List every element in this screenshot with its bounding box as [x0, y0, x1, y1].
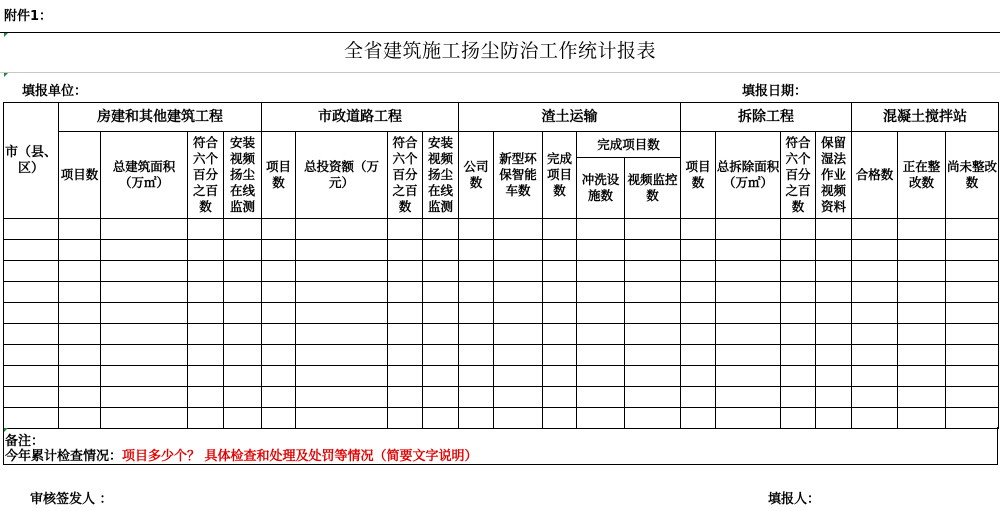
table-cell[interactable]: [625, 366, 681, 387]
table-cell[interactable]: [262, 240, 296, 261]
table-cell[interactable]: [852, 240, 898, 261]
table-cell[interactable]: [296, 303, 388, 324]
table-cell[interactable]: [625, 345, 681, 366]
table-cell[interactable]: [625, 282, 681, 303]
road-investment-header: 总投资额（万元）: [296, 132, 388, 219]
table-cell[interactable]: [59, 387, 101, 408]
table-cell[interactable]: [577, 240, 625, 261]
table-cell-city[interactable]: [4, 219, 59, 240]
table-cell[interactable]: [577, 366, 625, 387]
table-cell[interactable]: [459, 240, 494, 261]
table-cell[interactable]: [262, 303, 296, 324]
table-row: [4, 387, 999, 408]
table-cell[interactable]: [898, 261, 946, 282]
table-cell-city[interactable]: [4, 324, 59, 345]
table-cell[interactable]: [224, 324, 262, 345]
table-cell[interactable]: [494, 324, 543, 345]
table-cell[interactable]: [296, 282, 388, 303]
cell-marker-icon: [4, 73, 8, 77]
table-cell[interactable]: [681, 303, 716, 324]
table-cell[interactable]: [716, 219, 781, 240]
table-cell-city[interactable]: [4, 240, 59, 261]
table-cell[interactable]: [816, 408, 852, 429]
table-cell[interactable]: [816, 366, 852, 387]
table-cell[interactable]: [423, 387, 459, 408]
table-cell[interactable]: [816, 282, 852, 303]
table-cell[interactable]: [852, 408, 898, 429]
demolition-area-header: 总拆除面积（万㎡）: [716, 132, 781, 219]
table-row: [4, 282, 999, 303]
table-cell[interactable]: [388, 303, 423, 324]
group-header-building: 房建和其他建筑工程: [59, 103, 262, 132]
table-cell[interactable]: [101, 261, 188, 282]
table-cell[interactable]: [423, 219, 459, 240]
group-header-concrete: 混凝土搅拌站: [852, 103, 999, 132]
table-cell[interactable]: [423, 324, 459, 345]
cell-marker-icon: [4, 33, 8, 37]
table-cell[interactable]: [494, 240, 543, 261]
table-cell[interactable]: [494, 366, 543, 387]
table-cell[interactable]: [423, 345, 459, 366]
table-cell[interactable]: [101, 387, 188, 408]
table-row: [4, 324, 999, 345]
table-cell[interactable]: [459, 219, 494, 240]
table-cell[interactable]: [262, 366, 296, 387]
cell-marker-icon: [4, 428, 8, 432]
table-cell[interactable]: [423, 240, 459, 261]
title-divider: [0, 72, 1000, 73]
table-cell[interactable]: [543, 282, 577, 303]
remark-label: 备注：: [5, 434, 45, 449]
table-cell[interactable]: [224, 282, 262, 303]
table-cell[interactable]: [625, 303, 681, 324]
table-cell[interactable]: [681, 387, 716, 408]
table-cell[interactable]: [296, 408, 388, 429]
table-cell[interactable]: [781, 345, 816, 366]
table-cell[interactable]: [898, 387, 946, 408]
group-header-demolition: 拆除工程: [681, 103, 852, 132]
table-cell[interactable]: [946, 240, 999, 261]
table-cell[interactable]: [781, 219, 816, 240]
table-cell[interactable]: [494, 387, 543, 408]
table-cell[interactable]: [577, 282, 625, 303]
table-cell[interactable]: [681, 261, 716, 282]
table-cell[interactable]: [262, 282, 296, 303]
table-cell[interactable]: [101, 366, 188, 387]
table-cell[interactable]: [898, 219, 946, 240]
table-cell[interactable]: [543, 408, 577, 429]
table-cell[interactable]: [577, 303, 625, 324]
table-cell-city[interactable]: [4, 282, 59, 303]
table-cell[interactable]: [946, 408, 999, 429]
inspection-progress-instructions: 项目多少个？ 具体检查和处理及处罚等情况（简要文字说明）: [122, 449, 478, 464]
table-cell[interactable]: [101, 345, 188, 366]
table-cell[interactable]: [543, 261, 577, 282]
table-cell[interactable]: [625, 324, 681, 345]
building-area-header: 总建筑面积（万㎡）: [101, 132, 188, 219]
table-cell[interactable]: [459, 345, 494, 366]
table-cell[interactable]: [296, 219, 388, 240]
table-cell[interactable]: [781, 303, 816, 324]
muck-company-count-header: 公司数: [459, 132, 494, 219]
table-cell[interactable]: [852, 366, 898, 387]
table-cell[interactable]: [59, 408, 101, 429]
table-cell[interactable]: [296, 324, 388, 345]
table-cell[interactable]: [543, 240, 577, 261]
table-cell[interactable]: [852, 387, 898, 408]
table-cell[interactable]: [681, 345, 716, 366]
table-cell[interactable]: [543, 366, 577, 387]
table-cell[interactable]: [423, 261, 459, 282]
table-cell[interactable]: [852, 345, 898, 366]
table-cell[interactable]: [388, 408, 423, 429]
table-cell-city[interactable]: [4, 366, 59, 387]
table-cell[interactable]: [224, 366, 262, 387]
table-cell[interactable]: [852, 219, 898, 240]
table-cell[interactable]: [577, 387, 625, 408]
table-cell[interactable]: [946, 303, 999, 324]
muck-completed-group-header: 完成项目数: [577, 132, 681, 158]
table-cell-city[interactable]: [4, 345, 59, 366]
table-cell[interactable]: [224, 408, 262, 429]
table-cell[interactable]: [543, 387, 577, 408]
table-cell[interactable]: [716, 303, 781, 324]
table-cell[interactable]: [224, 261, 262, 282]
table-cell[interactable]: [101, 282, 188, 303]
table-cell[interactable]: [946, 324, 999, 345]
table-cell[interactable]: [946, 261, 999, 282]
table-cell[interactable]: [188, 345, 224, 366]
table-cell[interactable]: [625, 408, 681, 429]
table-cell[interactable]: [898, 282, 946, 303]
table-cell[interactable]: [388, 345, 423, 366]
building-six-hundred-header: 符合六个百分之百数: [188, 132, 224, 219]
table-cell[interactable]: [716, 261, 781, 282]
table-cell[interactable]: [101, 324, 188, 345]
table-cell[interactable]: [852, 303, 898, 324]
table-cell[interactable]: [59, 219, 101, 240]
table-cell-city[interactable]: [4, 303, 59, 324]
table-cell[interactable]: [459, 282, 494, 303]
table-cell[interactable]: [898, 366, 946, 387]
table-cell[interactable]: [681, 240, 716, 261]
table-cell[interactable]: [388, 261, 423, 282]
table-cell[interactable]: [296, 387, 388, 408]
table-cell[interactable]: [816, 303, 852, 324]
table-cell[interactable]: [946, 219, 999, 240]
table-cell[interactable]: [388, 240, 423, 261]
table-cell[interactable]: [59, 282, 101, 303]
table-cell[interactable]: [423, 408, 459, 429]
table-cell[interactable]: [388, 324, 423, 345]
table-cell[interactable]: [946, 282, 999, 303]
table-cell[interactable]: [781, 261, 816, 282]
table-cell[interactable]: [716, 408, 781, 429]
inspection-progress-line: [5, 445, 478, 464]
city-column-header: 市（县、区）: [4, 103, 59, 219]
table-cell[interactable]: [852, 261, 898, 282]
muck-smart-vehicle-header: 新型环保智能车数: [494, 132, 543, 219]
table-cell[interactable]: [388, 219, 423, 240]
table-cell[interactable]: [681, 282, 716, 303]
table-cell[interactable]: [494, 345, 543, 366]
table-cell[interactable]: [716, 240, 781, 261]
table-cell[interactable]: [681, 219, 716, 240]
table-cell[interactable]: [577, 345, 625, 366]
table-cell[interactable]: [459, 387, 494, 408]
table-cell[interactable]: [816, 219, 852, 240]
concrete-rectifying-header: 正在整改数: [898, 132, 946, 219]
table-cell[interactable]: [59, 261, 101, 282]
table-cell[interactable]: [577, 408, 625, 429]
table-row: [4, 261, 999, 282]
table-cell[interactable]: [898, 303, 946, 324]
table-cell[interactable]: [224, 219, 262, 240]
table-cell[interactable]: [852, 282, 898, 303]
table-cell[interactable]: [543, 303, 577, 324]
table-cell[interactable]: [816, 261, 852, 282]
table-cell[interactable]: [946, 345, 999, 366]
table-cell[interactable]: [898, 408, 946, 429]
table-cell[interactable]: [681, 324, 716, 345]
statistics-table: [3, 102, 999, 429]
table-cell[interactable]: [262, 324, 296, 345]
table-cell[interactable]: [852, 324, 898, 345]
table-cell[interactable]: [59, 366, 101, 387]
table-cell[interactable]: [262, 219, 296, 240]
group-header-muck: 渣土运输: [459, 103, 681, 132]
table-cell[interactable]: [224, 345, 262, 366]
table-cell[interactable]: [262, 387, 296, 408]
table-cell[interactable]: [625, 219, 681, 240]
table-cell[interactable]: [816, 240, 852, 261]
table-cell[interactable]: [781, 324, 816, 345]
demolition-project-count-header: 项目数: [681, 132, 716, 219]
table-cell[interactable]: [781, 366, 816, 387]
table-cell[interactable]: [101, 303, 188, 324]
table-cell[interactable]: [781, 282, 816, 303]
table-cell[interactable]: [716, 324, 781, 345]
table-cell[interactable]: [577, 261, 625, 282]
table-cell[interactable]: [898, 345, 946, 366]
table-cell[interactable]: [188, 219, 224, 240]
table-row: [4, 219, 999, 240]
road-video-monitor-header: 安装视频扬尘在线监测: [423, 132, 459, 219]
table-cell[interactable]: [188, 261, 224, 282]
fill-date-label: 填报日期：: [742, 84, 808, 99]
table-cell[interactable]: [681, 408, 716, 429]
table-cell[interactable]: [459, 408, 494, 429]
group-header-road: 市政道路工程: [262, 103, 459, 132]
building-project-count-header: 项目数: [59, 132, 101, 219]
muck-wash-facility-header: 冲洗设施数: [577, 158, 625, 219]
table-cell[interactable]: [459, 366, 494, 387]
table-cell[interactable]: [625, 261, 681, 282]
table-cell[interactable]: [101, 219, 188, 240]
table-cell[interactable]: [494, 261, 543, 282]
table-cell[interactable]: [296, 261, 388, 282]
table-cell[interactable]: [681, 366, 716, 387]
table-cell[interactable]: [388, 366, 423, 387]
table-cell[interactable]: [898, 240, 946, 261]
table-cell[interactable]: [59, 345, 101, 366]
table-cell[interactable]: [423, 303, 459, 324]
table-cell[interactable]: [296, 240, 388, 261]
table-cell[interactable]: [188, 324, 224, 345]
table-cell[interactable]: [262, 345, 296, 366]
table-row: [4, 240, 999, 261]
table-cell[interactable]: [423, 282, 459, 303]
table-cell[interactable]: [188, 240, 224, 261]
table-cell[interactable]: [224, 303, 262, 324]
table-cell[interactable]: [459, 303, 494, 324]
demolition-six-hundred-header: 符合六个百分之百数: [781, 132, 816, 219]
demolition-wet-video-header: 保留湿法作业视频资料: [816, 132, 852, 219]
filler-signature-label: 填报人：: [768, 492, 821, 507]
table-cell[interactable]: [577, 219, 625, 240]
table-cell-city[interactable]: [4, 408, 59, 429]
table-cell[interactable]: [59, 240, 101, 261]
table-cell[interactable]: [388, 387, 423, 408]
table-cell[interactable]: [816, 387, 852, 408]
table-cell[interactable]: [577, 324, 625, 345]
table-cell[interactable]: [716, 282, 781, 303]
table-cell[interactable]: [459, 261, 494, 282]
concrete-unrectified-header: 尚未整改数: [946, 132, 999, 219]
table-cell[interactable]: [816, 324, 852, 345]
reviewer-signature-label: 审核签发人 ：: [30, 492, 113, 507]
concrete-qualified-header: 合格数: [852, 132, 898, 219]
table-cell[interactable]: [946, 366, 999, 387]
attachment-label: 附件1：: [4, 9, 53, 24]
table-cell[interactable]: [625, 387, 681, 408]
table-cell[interactable]: [494, 408, 543, 429]
table-cell-city[interactable]: [4, 261, 59, 282]
table-cell[interactable]: [101, 408, 188, 429]
table-cell[interactable]: [296, 345, 388, 366]
table-cell[interactable]: [224, 240, 262, 261]
table-cell[interactable]: [816, 345, 852, 366]
table-cell[interactable]: [423, 366, 459, 387]
table-cell[interactable]: [459, 324, 494, 345]
inspection-progress-label: 今年累计检查情况：: [5, 449, 123, 464]
table-cell[interactable]: [188, 303, 224, 324]
table-cell[interactable]: [781, 240, 816, 261]
table-cell[interactable]: [946, 387, 999, 408]
sheet-top-divider: [0, 32, 1000, 33]
table-cell[interactable]: [494, 303, 543, 324]
table-cell[interactable]: [101, 240, 188, 261]
table-cell[interactable]: [494, 282, 543, 303]
table-cell[interactable]: [262, 261, 296, 282]
table-cell[interactable]: [494, 219, 543, 240]
table-cell[interactable]: [224, 387, 262, 408]
table-row: [4, 303, 999, 324]
fill-unit-label: 填报单位：: [22, 84, 88, 99]
report-title: 全省建筑施工扬尘防治工作统计报表: [343, 40, 656, 62]
table-cell[interactable]: [59, 324, 101, 345]
table-cell[interactable]: [388, 282, 423, 303]
table-cell[interactable]: [781, 408, 816, 429]
table-row: [4, 366, 999, 387]
road-project-count-header: 项目数: [262, 132, 296, 219]
table-row: [4, 345, 999, 366]
table-row: [4, 408, 999, 429]
table-cell[interactable]: [716, 345, 781, 366]
table-cell[interactable]: [188, 408, 224, 429]
table-cell[interactable]: [188, 366, 224, 387]
table-cell[interactable]: [543, 345, 577, 366]
muck-completed-project-header: 完成项目数: [543, 132, 577, 219]
table-cell[interactable]: [262, 408, 296, 429]
table-cell[interactable]: [543, 219, 577, 240]
table-cell[interactable]: [716, 387, 781, 408]
table-cell[interactable]: [716, 366, 781, 387]
table-cell[interactable]: [625, 240, 681, 261]
road-six-hundred-header: 符合六个百分之百数: [388, 132, 423, 219]
table-cell[interactable]: [781, 387, 816, 408]
muck-video-monitor-header: 视频监控数: [625, 158, 681, 219]
table-cell[interactable]: [59, 303, 101, 324]
table-cell[interactable]: [543, 324, 577, 345]
table-cell-city[interactable]: [4, 387, 59, 408]
table-cell[interactable]: [296, 366, 388, 387]
building-video-monitor-header: 安装视频扬尘在线监测: [224, 132, 262, 219]
table-cell[interactable]: [188, 282, 224, 303]
table-cell[interactable]: [188, 387, 224, 408]
table-cell[interactable]: [898, 324, 946, 345]
